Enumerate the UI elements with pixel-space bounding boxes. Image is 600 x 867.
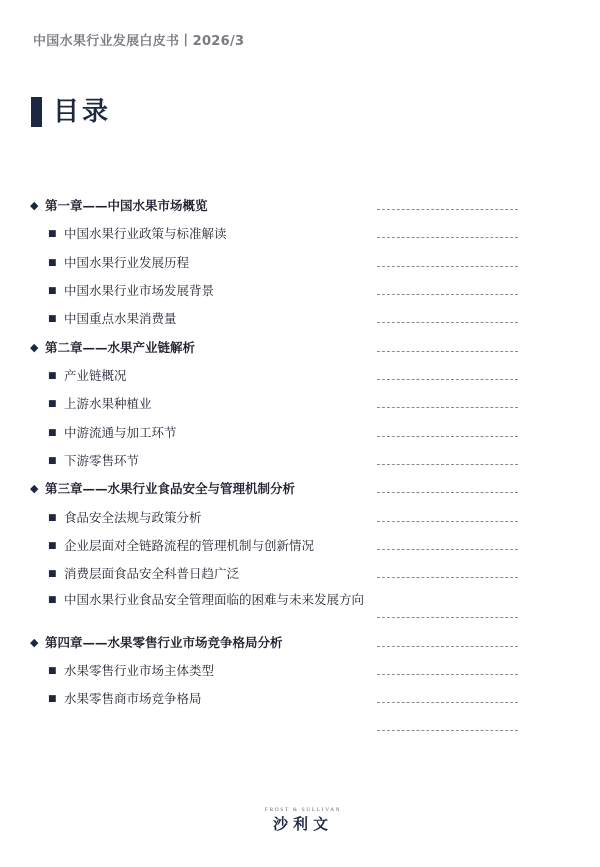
- toc-leader-dots: [377, 237, 518, 238]
- chapter-diamond-icon: ◆: [30, 199, 39, 212]
- frost-sullivan-logo: [262, 806, 344, 834]
- toc-section-title: 产业链概况: [64, 368, 127, 383]
- toc-leader-dots: [377, 379, 518, 380]
- toc-section-title: 食品安全法规与政策分析: [64, 510, 202, 525]
- logo-chinese-text: 沙利文: [272, 815, 333, 833]
- chapter-diamond-icon: ◆: [30, 636, 39, 649]
- toc-section-title: 消费层面食品安全科普日趋广泛: [64, 566, 240, 581]
- toc-leader-dots: [377, 617, 518, 618]
- toc-section-title: 中国水果行业食品安全管理面临的困难与未来发展方向: [64, 592, 365, 607]
- toc-leader-dots: [377, 521, 518, 522]
- section-square-icon: ■: [48, 371, 57, 381]
- page-title-text: 目录: [53, 97, 112, 127]
- toc-section-title: 下游零售环节: [64, 453, 140, 468]
- document-header: 中国水果行业发展白皮书丨2026/3: [33, 34, 245, 49]
- toc-leader-dots: [377, 209, 518, 210]
- toc-leader-dots: [377, 294, 518, 295]
- toc-chapter-title: 第三章——水果行业食品安全与管理机制分析: [45, 481, 296, 496]
- section-square-icon: ■: [48, 666, 57, 676]
- toc-leader-dots: [377, 492, 518, 493]
- logo-english-text: FROST & SULLIVAN: [264, 807, 342, 813]
- section-square-icon: ■: [48, 694, 57, 704]
- chapter-diamond-icon: ◆: [30, 341, 39, 354]
- toc-section-title: 中国水果行业发展历程: [64, 255, 190, 270]
- toc-leader-dots: [377, 351, 518, 352]
- toc-leader-dots: [377, 464, 518, 465]
- section-square-icon: ■: [48, 286, 57, 296]
- section-square-icon: ■: [48, 314, 57, 324]
- toc-leader-dots: [377, 646, 518, 647]
- toc-section-title: 中游流通与加工环节: [64, 425, 177, 440]
- toc-leader-dots: [377, 577, 518, 578]
- toc-leader-dots: [377, 730, 518, 731]
- section-square-icon: ■: [48, 258, 57, 268]
- toc-section-title: 中国水果行业政策与标准解读: [64, 226, 227, 241]
- toc-section-title: 上游水果种植业: [64, 396, 152, 411]
- chapter-diamond-icon: ◆: [30, 482, 39, 495]
- toc-section-title: 中国重点水果消费量: [64, 311, 177, 326]
- toc-leader-dots: [377, 549, 518, 550]
- toc-chapter-title: 第一章——中国水果市场概览: [45, 198, 208, 213]
- section-square-icon: ■: [48, 456, 57, 466]
- toc-leader-dots: [377, 407, 518, 408]
- toc-leader-dots: [377, 322, 518, 323]
- toc-leader-dots: [377, 266, 518, 267]
- section-square-icon: ■: [48, 428, 57, 438]
- section-square-icon: ■: [48, 513, 57, 523]
- toc-section-title: 企业层面对全链路流程的管理机制与创新情况: [64, 538, 315, 553]
- section-square-icon: ■: [48, 595, 57, 605]
- section-square-icon: ■: [48, 569, 57, 579]
- section-square-icon: ■: [48, 229, 57, 239]
- toc-section-title: 中国水果行业市场发展背景: [64, 283, 215, 298]
- section-square-icon: ■: [48, 541, 57, 551]
- toc-leader-dots: [377, 702, 518, 703]
- toc-chapter-title: 第二章——水果产业链解析: [45, 340, 196, 355]
- section-square-icon: ■: [48, 399, 57, 409]
- toc-chapter-title: 第四章——水果零售行业市场竞争格局分析: [45, 635, 283, 650]
- toc-leader-dots: [377, 436, 518, 437]
- toc-section-title: 水果零售商市场竞争格局: [64, 691, 202, 706]
- toc-leader-dots: [377, 674, 518, 675]
- toc-section-title: 水果零售行业市场主体类型: [64, 663, 215, 678]
